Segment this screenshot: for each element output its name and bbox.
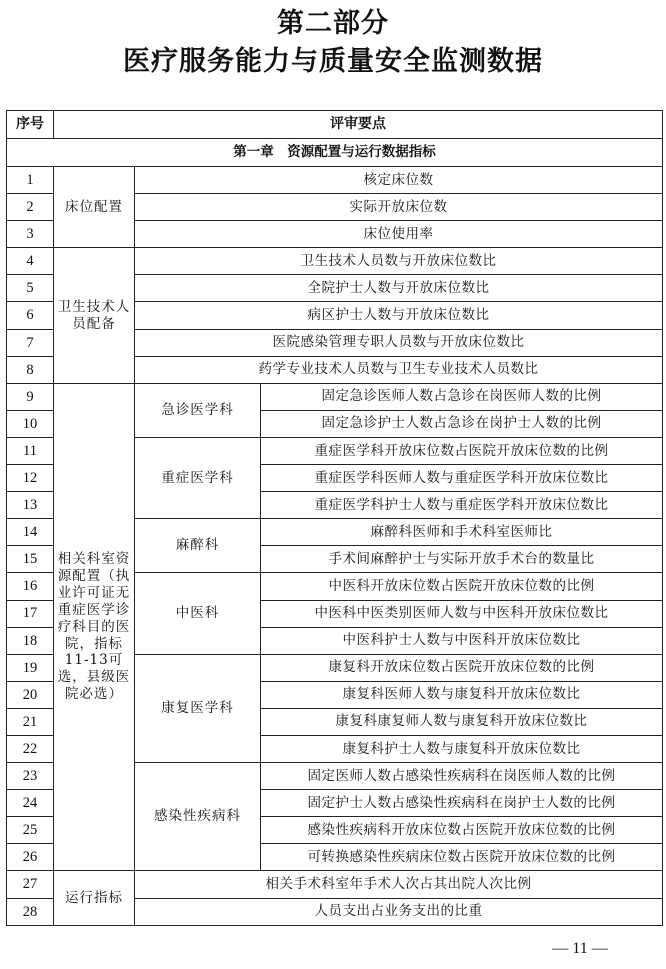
subgroup-emergency: 急诊医学科 — [135, 383, 261, 437]
subgroup-anesthesia: 麻醉科 — [135, 519, 261, 573]
row-text: 重症医学科护士人数与重症医学科开放床位数比 — [261, 492, 663, 519]
row-number: 26 — [7, 844, 54, 871]
table-row — [7, 871, 663, 898]
row-text: 固定急诊医师人数占急诊在岗医师人数的比例 — [261, 383, 663, 410]
chapter-title: 第一章 资源配置与运行数据指标 — [7, 139, 663, 167]
subgroup-tcm: 中医科 — [135, 573, 261, 654]
row-number: 24 — [7, 790, 54, 817]
table-row — [7, 167, 663, 194]
row-number: 8 — [7, 356, 54, 383]
row-text: 康复科医师人数与康复科开放床位数比 — [261, 681, 663, 708]
page-title-part: 第二部分 — [277, 8, 389, 39]
row-text: 实际开放床位数 — [135, 194, 663, 221]
row-text: 固定急诊护士人数占急诊在岗护士人数的比例 — [261, 410, 663, 437]
row-number: 3 — [7, 221, 54, 248]
row-number: 15 — [7, 546, 54, 573]
row-number: 19 — [7, 654, 54, 681]
row-number: 25 — [7, 817, 54, 844]
row-number: 17 — [7, 600, 54, 627]
row-number: 9 — [7, 383, 54, 410]
row-number: 20 — [7, 681, 54, 708]
row-number: 6 — [7, 302, 54, 329]
table-row — [7, 248, 663, 275]
row-text: 核定床位数 — [135, 167, 663, 194]
row-number: 23 — [7, 763, 54, 790]
group-bed: 床位配置 — [54, 167, 135, 248]
row-number: 1 — [7, 167, 54, 194]
row-number: 12 — [7, 465, 54, 492]
row-text: 康复科护士人数与康复科开放床位数比 — [261, 735, 663, 762]
row-text: 中医科开放床位数占医院开放床位数的比例 — [261, 573, 663, 600]
row-number: 2 — [7, 194, 54, 221]
row-number: 22 — [7, 735, 54, 762]
subgroup-rehab: 康复医学科 — [135, 654, 261, 762]
header-seq: 序号 — [7, 111, 54, 139]
group-staff: 卫生技术人员配备 — [54, 248, 135, 383]
row-text: 可转换感染性疾病床位数占医院开放床位数的比例 — [261, 844, 663, 871]
row-number: 28 — [7, 898, 54, 925]
row-text: 固定医师人数占感染性疾病科在岗医师人数的比例 — [261, 763, 663, 790]
table-header-row — [7, 111, 663, 139]
chapter-row — [7, 139, 663, 167]
indicator-table — [6, 110, 663, 926]
row-text: 麻醉科医师和手术科室医师比 — [261, 519, 663, 546]
row-text: 手术间麻醉护士与实际开放手术台的数量比 — [261, 546, 663, 573]
subgroup-icu: 重症医学科 — [135, 437, 261, 518]
row-number: 10 — [7, 410, 54, 437]
row-text: 中医科护士人数与中医科开放床位数比 — [261, 627, 663, 654]
row-text: 床位使用率 — [135, 221, 663, 248]
row-text: 康复科开放床位数占医院开放床位数的比例 — [261, 654, 663, 681]
row-number: 18 — [7, 627, 54, 654]
row-number: 4 — [7, 248, 54, 275]
row-number: 11 — [7, 437, 54, 464]
group-ops: 运行指标 — [54, 871, 135, 925]
subgroup-infect: 感染性疾病科 — [135, 763, 261, 871]
row-number: 13 — [7, 492, 54, 519]
row-text: 固定护士人数占感染性疾病科在岗护士人数的比例 — [261, 790, 663, 817]
row-number: 14 — [7, 519, 54, 546]
row-number: 21 — [7, 708, 54, 735]
row-text: 药学专业技术人员数与卫生专业技术人员数比 — [135, 356, 663, 383]
row-text: 重症医学科开放床位数占医院开放床位数的比例 — [261, 437, 663, 464]
row-text: 人员支出占业务支出的比重 — [135, 898, 663, 925]
row-text: 感染性疾病科开放床位数占医院开放床位数的比例 — [261, 817, 663, 844]
table-row — [7, 383, 663, 410]
row-text: 卫生技术人员数与开放床位数比 — [135, 248, 663, 275]
row-text: 中医科中医类别医师人数与中医科开放床位数比 — [261, 600, 663, 627]
row-text: 医院感染管理专职人员数与开放床位数比 — [135, 329, 663, 356]
page-title: 医疗服务能力与质量安全监测数据 — [123, 46, 543, 77]
row-number: 5 — [7, 275, 54, 302]
page-number: — 11 — — [552, 940, 608, 957]
header-content: 评审要点 — [54, 111, 663, 139]
row-number: 16 — [7, 573, 54, 600]
row-number: 7 — [7, 329, 54, 356]
group-dept: 相关科室资源配置（执业许可证无重症医学诊疗科目的医院，指标11-13可选，县级医院必选） — [54, 383, 135, 871]
row-text: 全院护士人数与开放床位数比 — [135, 275, 663, 302]
row-text: 病区护士人数与开放床位数比 — [135, 302, 663, 329]
row-text: 相关手术科室年手术人次占其出院人次比例 — [135, 871, 663, 898]
row-text: 重症医学科医师人数与重症医学科开放床位数比 — [261, 465, 663, 492]
row-number: 27 — [7, 871, 54, 898]
row-text: 康复科康复师人数与康复科开放床位数比 — [261, 708, 663, 735]
